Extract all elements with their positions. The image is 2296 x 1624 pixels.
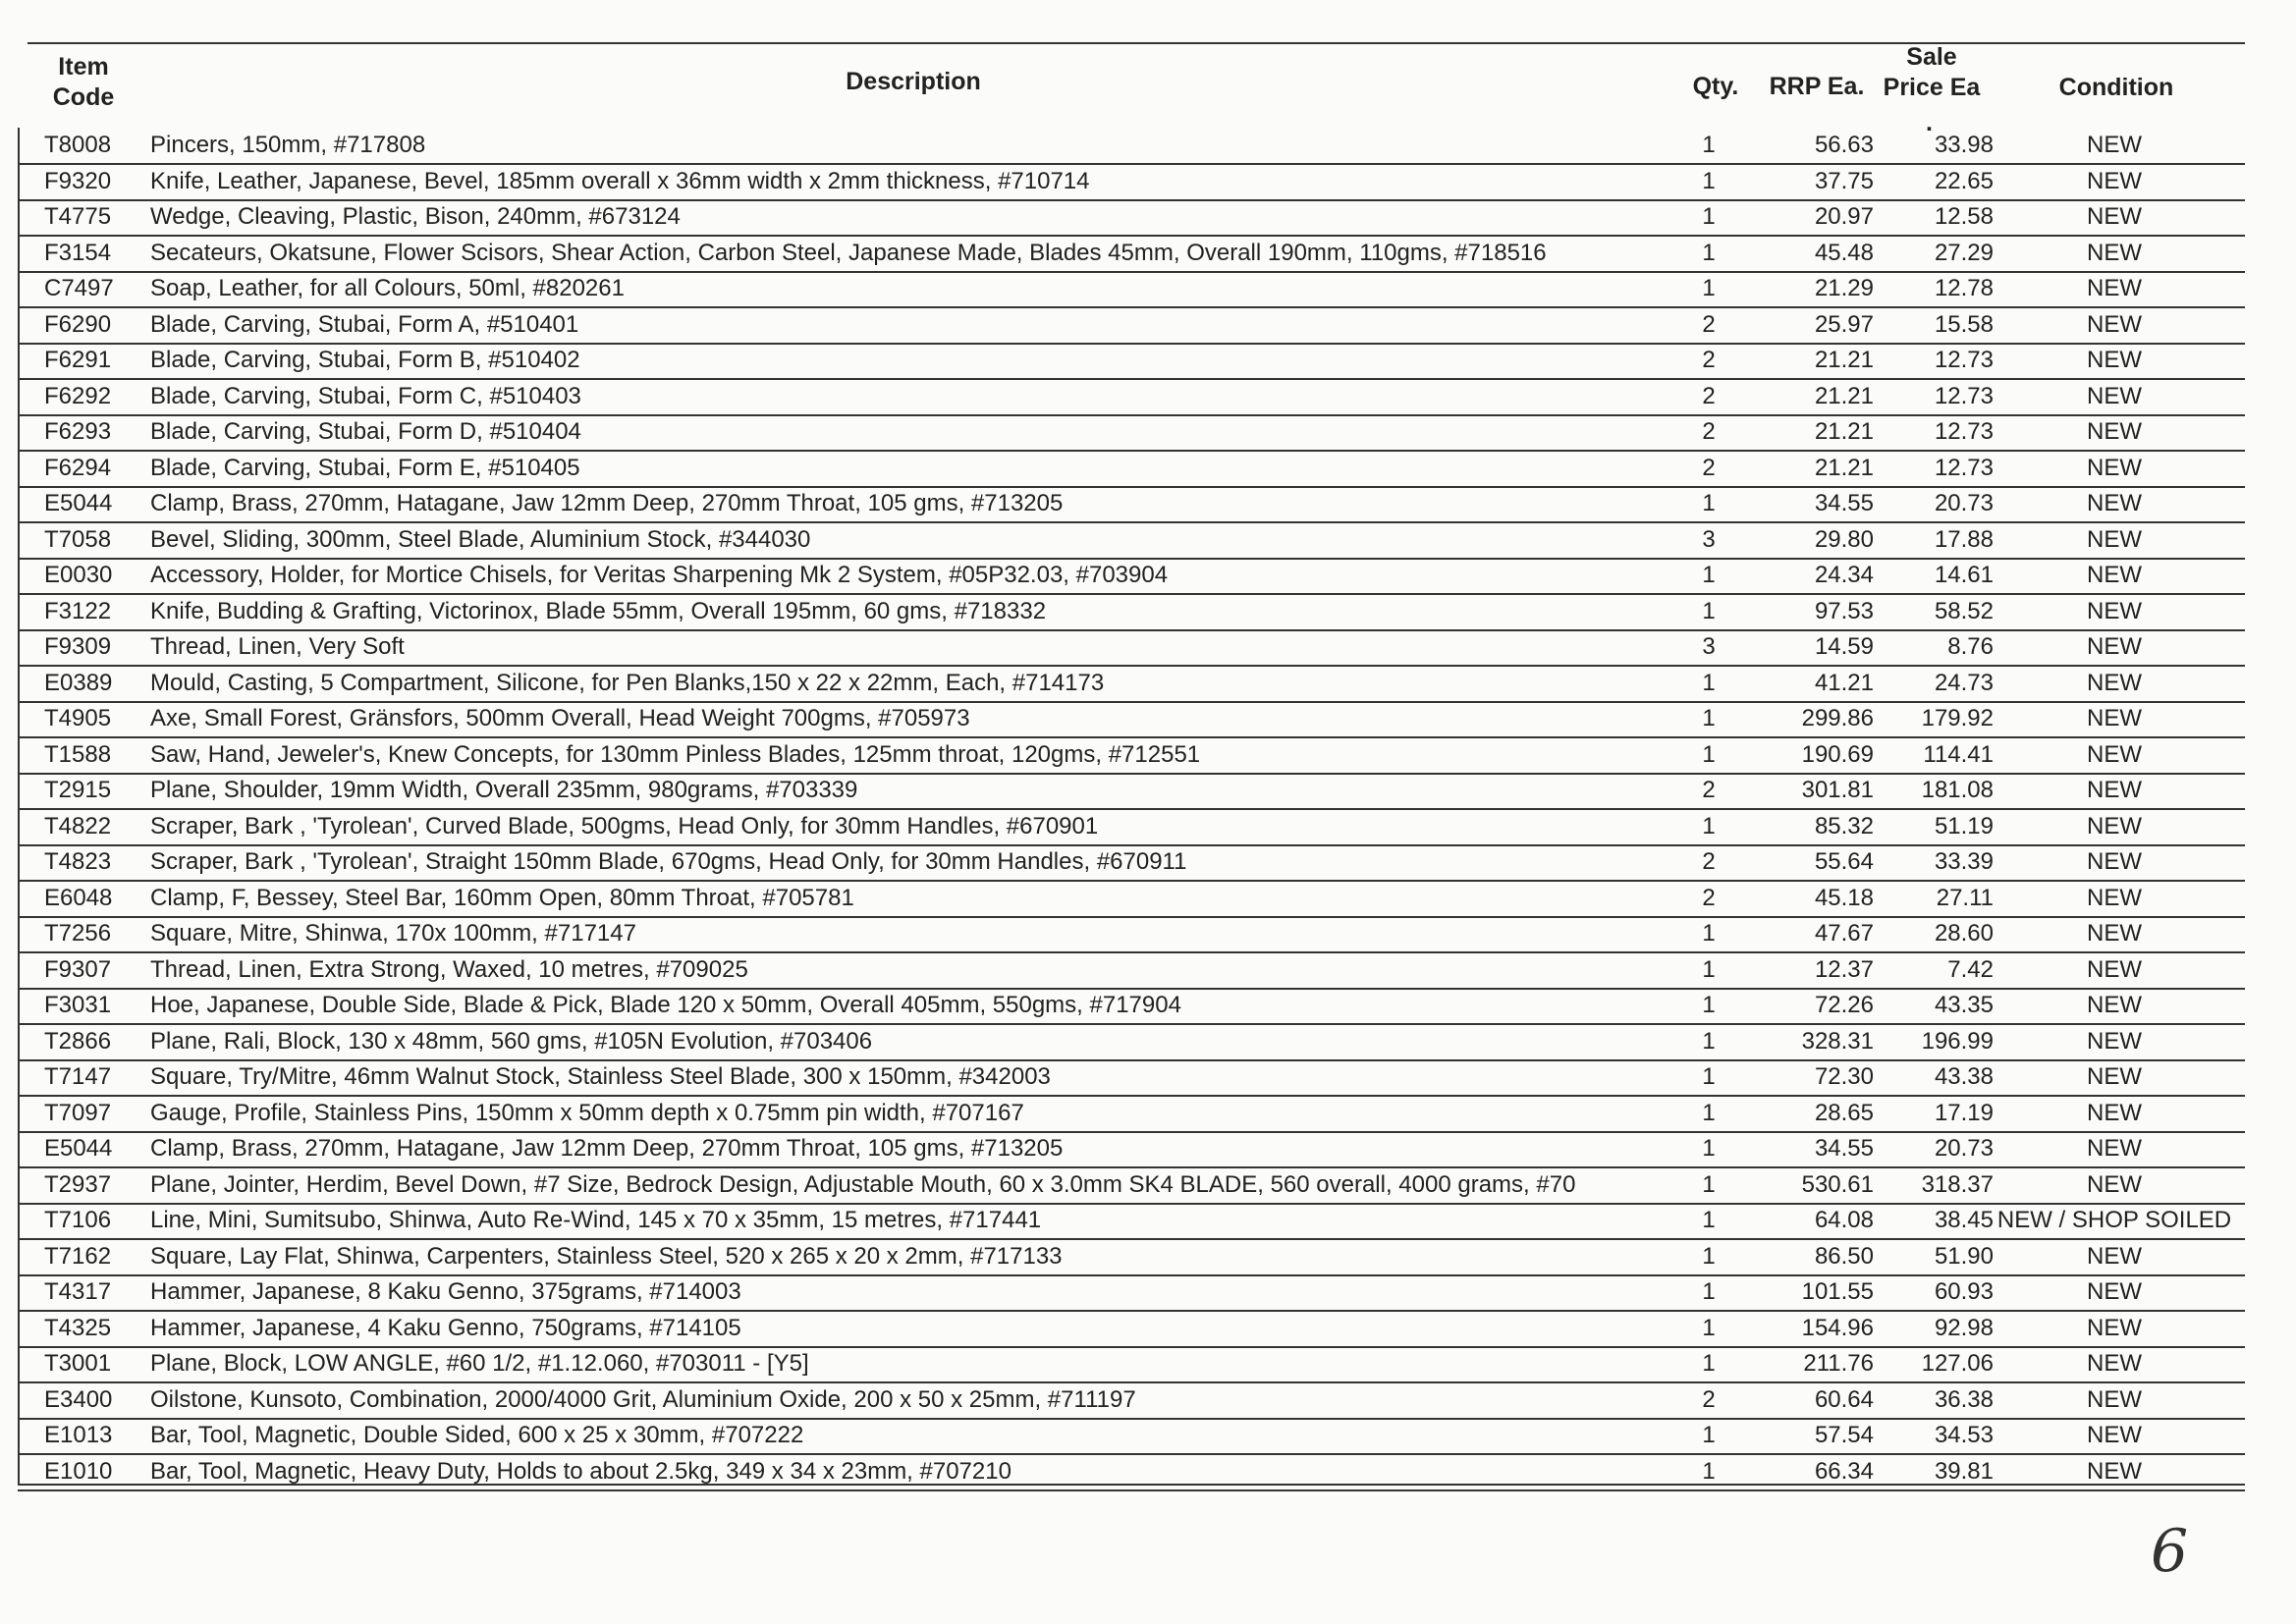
table-row — [18, 164, 2245, 201]
rrp-cell: 57.54 — [1814, 1422, 1874, 1448]
condition-cell: NEW — [2087, 992, 2142, 1018]
item-code-cell: T4775 — [44, 203, 112, 230]
condition-cell: NEW — [2087, 418, 2142, 445]
condition-cell: NEW — [2087, 920, 2142, 947]
item-code-cell: T3001 — [44, 1350, 112, 1377]
item-code-cell: E6048 — [44, 884, 113, 911]
table-row — [18, 1239, 2245, 1276]
rrp-cell: 12.37 — [1814, 955, 1874, 983]
description-cell: Square, Try/Mitre, 46mm Walnut Stock, Stainless Steel Blade, 300 x 150mm, #342003 — [150, 1063, 1051, 1090]
table-row — [18, 737, 2245, 775]
item-code-cell: E0389 — [44, 669, 113, 696]
qty-cell: 2 — [1702, 1385, 1716, 1413]
header-rrp: RRP Ea. — [1769, 73, 1865, 100]
rrp-cell: 28.65 — [1814, 1099, 1874, 1126]
description-cell: Blade, Carving, Stubai, Form E, #510405 — [150, 454, 580, 481]
condition-cell: NEW — [2087, 347, 2142, 373]
condition-cell: NEW — [2087, 1063, 2142, 1090]
rrp-cell: 21.21 — [1814, 418, 1874, 445]
rrp-cell: 29.80 — [1814, 525, 1874, 553]
description-cell: Blade, Carving, Stubai, Form A, #510401 — [150, 310, 579, 338]
description-cell: Square, Mitre, Shinwa, 170x 100mm, #717147 — [150, 920, 636, 947]
description-cell: Plane, Jointer, Herdim, Bevel Down, #7 Size, Bedrock Design, Adjustable Mouth, 60 x 3.0mm SK4 BLADE, 560 overall, 4000 grams, #70 — [150, 1170, 1576, 1198]
rrp-cell: 55.64 — [1814, 848, 1874, 875]
qty-cell: 1 — [1702, 1063, 1716, 1090]
table-row — [18, 952, 2245, 990]
qty-cell: 1 — [1702, 992, 1716, 1018]
condition-cell: NEW — [2087, 633, 2142, 660]
description-cell: Knife, Leather, Japanese, Bevel, 185mm overall x 36mm width x 2mm thickness, #710714 — [150, 167, 1090, 194]
sale-price-cell: 51.90 — [1934, 1242, 1994, 1270]
qty-cell: 2 — [1702, 418, 1716, 445]
item-code-cell: E0030 — [44, 562, 113, 588]
description-cell: Axe, Small Forest, Gränsfors, 500mm Overall, Head Weight 700gms, #705973 — [150, 705, 970, 731]
sale-price-cell: 33.39 — [1934, 848, 1994, 875]
table-row — [18, 1454, 2245, 1491]
description-cell: Gauge, Profile, Stainless Pins, 150mm x 50mm depth x 0.75mm pin width, #707167 — [150, 1099, 1024, 1126]
rrp-cell: 328.31 — [1801, 1027, 1874, 1055]
description-cell: Clamp, Brass, 270mm, Hatagane, Jaw 12mm Deep, 270mm Throat, 105 gms, #713205 — [150, 490, 1064, 516]
table-row — [18, 881, 2245, 918]
rrp-cell: 530.61 — [1801, 1170, 1874, 1198]
qty-cell: 1 — [1702, 597, 1716, 624]
qty-cell: 1 — [1702, 812, 1716, 839]
item-code-cell: F6294 — [44, 454, 112, 481]
qty-cell: 1 — [1702, 1350, 1716, 1377]
table-row — [18, 1382, 2245, 1420]
description-cell: Hoe, Japanese, Double Side, Blade & Pick, Blade 120 x 50mm, Overall 405mm, 550gms, #717904 — [150, 992, 1181, 1018]
qty-cell: 1 — [1702, 1422, 1716, 1448]
description-cell: Bar, Tool, Magnetic, Heavy Duty, Holds to about 2.5kg, 349 x 34 x 23mm, #707210 — [150, 1457, 1011, 1485]
sale-price-cell: 43.35 — [1934, 992, 1994, 1018]
description-cell: Blade, Carving, Stubai, Form D, #510404 — [150, 418, 581, 445]
description-cell: Mould, Casting, 5 Compartment, Silicone, for Pen Blanks,150 x 22 x 22mm, Each, #714173 — [150, 669, 1105, 696]
condition-cell: NEW — [2087, 1099, 2142, 1126]
rrp-cell: 301.81 — [1801, 777, 1874, 803]
item-code-cell: F9307 — [44, 955, 112, 983]
qty-cell: 2 — [1702, 848, 1716, 875]
rrp-cell: 85.32 — [1814, 812, 1874, 839]
table-row — [18, 199, 2245, 237]
header-sale-dot: . — [1926, 109, 1933, 136]
sale-price-cell: 318.37 — [1921, 1170, 1994, 1198]
condition-cell: NEW — [2087, 132, 2142, 158]
qty-cell: 2 — [1702, 777, 1716, 803]
sale-price-cell: 27.11 — [1936, 884, 1994, 911]
item-code-cell: T4317 — [44, 1278, 112, 1305]
qty-cell: 3 — [1702, 633, 1716, 660]
rrp-cell: 21.21 — [1814, 347, 1874, 373]
qty-cell: 2 — [1702, 884, 1716, 911]
description-cell: Blade, Carving, Stubai, Form C, #510403 — [150, 382, 581, 409]
rrp-cell: 21.29 — [1814, 275, 1874, 301]
description-cell: Plane, Rali, Block, 130 x 48mm, 560 gms, #105N Evolution, #703406 — [150, 1027, 873, 1055]
header-condition: Condition — [2058, 74, 2174, 101]
table-row — [18, 271, 2245, 308]
table-row — [18, 307, 2245, 345]
condition-cell: NEW — [2087, 525, 2142, 553]
item-code-cell: T8008 — [44, 132, 112, 158]
item-code-cell: E5044 — [44, 490, 113, 516]
qty-cell: 1 — [1702, 490, 1716, 516]
table-row — [18, 1167, 2245, 1205]
sale-price-cell: 12.58 — [1934, 203, 1994, 230]
rrp-cell: 34.55 — [1814, 1135, 1874, 1162]
description-cell: Plane, Shoulder, 19mm Width, Overall 235mm, 980grams, #703339 — [150, 777, 858, 803]
qty-cell: 1 — [1702, 1457, 1716, 1485]
item-code-cell: F6290 — [44, 310, 112, 338]
qty-cell: 1 — [1702, 275, 1716, 301]
item-code-cell: T2866 — [44, 1027, 112, 1055]
table-row — [18, 522, 2245, 560]
condition-cell: NEW — [2087, 310, 2142, 338]
description-cell: Bar, Tool, Magnetic, Double Sided, 600 x 25 x 30mm, #707222 — [150, 1422, 804, 1448]
header-description: Description — [846, 68, 981, 95]
qty-cell: 1 — [1702, 203, 1716, 230]
header-item-code: Item Code — [52, 53, 115, 111]
item-code-cell: C7497 — [44, 275, 114, 301]
condition-cell: NEW — [2087, 203, 2142, 230]
sale-price-cell: 8.76 — [1947, 633, 1994, 660]
rrp-cell: 45.48 — [1814, 239, 1874, 266]
rrp-cell: 211.76 — [1803, 1350, 1874, 1377]
description-cell: Hammer, Japanese, 4 Kaku Genno, 750grams, #714105 — [150, 1314, 741, 1341]
qty-cell: 2 — [1702, 310, 1716, 338]
rrp-cell: 34.55 — [1814, 490, 1874, 516]
rrp-cell: 86.50 — [1814, 1242, 1874, 1270]
sale-price-cell: 7.42 — [1947, 955, 1994, 983]
qty-cell: 1 — [1702, 1278, 1716, 1305]
qty-cell: 2 — [1702, 347, 1716, 373]
condition-cell: NEW — [2087, 562, 2142, 588]
qty-cell: 3 — [1702, 525, 1716, 553]
item-code-cell: E1010 — [44, 1457, 113, 1485]
header-sale-price: Sale Price Ea — [1883, 43, 1981, 101]
condition-cell: NEW — [2087, 1135, 2142, 1162]
rrp-cell: 64.08 — [1814, 1207, 1874, 1233]
condition-cell: NEW / SHOP SOILED — [1996, 1207, 2232, 1233]
description-cell: Oilstone, Kunsoto, Combination, 2000/4000 Grit, Aluminium Oxide, 200 x 50 x 25mm, #711197 — [150, 1385, 1136, 1413]
item-code-cell: E3400 — [44, 1385, 113, 1413]
description-cell: Clamp, F, Bessey, Steel Bar, 160mm Open, 80mm Throat, #705781 — [150, 884, 854, 911]
rrp-cell: 25.97 — [1814, 310, 1874, 338]
rrp-cell: 190.69 — [1801, 740, 1874, 768]
item-code-cell: F3031 — [44, 992, 112, 1018]
qty-cell: 1 — [1702, 1099, 1716, 1126]
sale-price-cell: 127.06 — [1921, 1350, 1994, 1377]
table-row — [18, 128, 2245, 165]
qty-cell: 1 — [1702, 1314, 1716, 1341]
item-code-cell: E5044 — [44, 1135, 113, 1162]
item-code-cell: T7147 — [44, 1063, 112, 1090]
table-row — [18, 414, 2245, 452]
table-row — [18, 1346, 2245, 1383]
qty-cell: 1 — [1702, 167, 1716, 194]
sale-price-cell: 43.38 — [1934, 1063, 1994, 1090]
table-row — [18, 988, 2245, 1025]
description-cell: Hammer, Japanese, 8 Kaku Genno, 375grams, #714003 — [150, 1278, 741, 1305]
table-row — [18, 1418, 2245, 1455]
condition-cell: NEW — [2087, 1242, 2142, 1270]
qty-cell: 1 — [1702, 1135, 1716, 1162]
rrp-cell: 72.30 — [1814, 1063, 1874, 1090]
item-code-cell: T7097 — [44, 1099, 112, 1126]
sale-price-cell: 34.53 — [1934, 1422, 1994, 1448]
item-code-cell: T7162 — [44, 1242, 112, 1270]
condition-cell: NEW — [2087, 490, 2142, 516]
rrp-cell: 21.21 — [1814, 454, 1874, 481]
table-row — [18, 343, 2245, 380]
condition-cell: NEW — [2087, 1278, 2142, 1305]
description-cell: Square, Lay Flat, Shinwa, Carpenters, Stainless Steel, 520 x 265 x 20 x 2mm, #717133 — [150, 1242, 1063, 1270]
rrp-cell: 97.53 — [1814, 597, 1874, 624]
condition-cell: NEW — [2087, 1385, 2142, 1413]
condition-cell: NEW — [2087, 1314, 2142, 1341]
description-cell: Saw, Hand, Jeweler's, Knew Concepts, for 130mm Pinless Blades, 125mm throat, 120gms, #712551 — [150, 740, 1201, 768]
qty-cell: 1 — [1702, 955, 1716, 983]
sale-price-cell: 12.78 — [1934, 275, 1994, 301]
item-code-cell: T7058 — [44, 525, 112, 553]
table-row — [18, 916, 2245, 953]
table-row — [18, 1059, 2245, 1097]
condition-cell: NEW — [2087, 884, 2142, 911]
sale-price-cell: 39.81 — [1934, 1457, 1994, 1485]
sale-price-cell: 12.73 — [1934, 454, 1994, 481]
rrp-cell: 299.86 — [1801, 705, 1874, 731]
table-row — [18, 629, 2245, 667]
rrp-cell: 41.21 — [1814, 669, 1874, 696]
sale-price-cell: 58.52 — [1934, 597, 1994, 624]
item-code-cell: E1013 — [44, 1422, 113, 1448]
item-code-cell: T4905 — [44, 705, 112, 731]
description-cell: Secateurs, Okatsune, Flower Scisors, Shear Action, Carbon Steel, Japanese Made, Blades 45mm, Overall 190mm, 110gms, #718516 — [150, 239, 1547, 266]
sale-price-cell: 17.19 — [1934, 1099, 1994, 1126]
qty-cell: 1 — [1702, 920, 1716, 947]
description-cell: Bevel, Sliding, 300mm, Steel Blade, Aluminium Stock, #344030 — [150, 525, 811, 553]
item-code-cell: T7106 — [44, 1207, 112, 1233]
qty-cell: 1 — [1702, 1170, 1716, 1198]
table-row — [18, 379, 2245, 416]
description-cell: Plane, Block, LOW ANGLE, #60 1/2, #1.12.060, #703011 - [Y5] — [150, 1350, 809, 1377]
qty-cell: 1 — [1702, 132, 1716, 158]
qty-cell: 2 — [1702, 382, 1716, 409]
description-cell: Blade, Carving, Stubai, Form B, #510402 — [150, 347, 580, 373]
sale-price-cell: 12.73 — [1934, 382, 1994, 409]
rrp-cell: 154.96 — [1801, 1314, 1874, 1341]
condition-cell: NEW — [2087, 1170, 2142, 1198]
condition-cell: NEW — [2087, 1422, 2142, 1448]
condition-cell: NEW — [2087, 454, 2142, 481]
table-row — [18, 236, 2245, 273]
sale-price-cell: 51.19 — [1934, 812, 1994, 839]
table-row — [18, 1096, 2245, 1133]
sale-price-cell: 27.29 — [1934, 239, 1994, 266]
description-cell: Thread, Linen, Very Soft — [150, 633, 405, 660]
sale-price-cell: 38.45 — [1934, 1207, 1994, 1233]
condition-cell: NEW — [2087, 382, 2142, 409]
sale-price-cell: 92.98 — [1934, 1314, 1994, 1341]
qty-cell: 1 — [1702, 1242, 1716, 1270]
description-cell: Knife, Budding & Grafting, Victorinox, Blade 55mm, Overall 195mm, 60 gms, #718332 — [150, 597, 1047, 624]
description-cell: Thread, Linen, Extra Strong, Waxed, 10 metres, #709025 — [150, 955, 748, 983]
sale-price-cell: 20.73 — [1934, 490, 1994, 516]
rrp-cell: 14.59 — [1814, 633, 1874, 660]
sale-price-cell: 22.65 — [1934, 167, 1994, 194]
item-code-cell: T4822 — [44, 812, 112, 839]
rrp-cell: 37.75 — [1814, 167, 1874, 194]
qty-cell: 1 — [1702, 669, 1716, 696]
qty-cell: 1 — [1702, 1207, 1716, 1233]
item-code-cell: T4823 — [44, 848, 112, 875]
condition-cell: NEW — [2087, 275, 2142, 301]
sale-price-cell: 28.60 — [1934, 920, 1994, 947]
header-qty: Qty. — [1692, 73, 1739, 100]
table-row — [18, 1024, 2245, 1061]
item-code-cell: F9309 — [44, 633, 112, 660]
rrp-cell: 20.97 — [1814, 203, 1874, 230]
table-row — [18, 1131, 2245, 1168]
qty-cell: 1 — [1702, 705, 1716, 731]
rrp-cell: 60.64 — [1814, 1385, 1874, 1413]
sale-price-cell: 12.73 — [1934, 347, 1994, 373]
sale-price-cell: 15.58 — [1934, 310, 1994, 338]
qty-cell: 1 — [1702, 239, 1716, 266]
qty-cell: 1 — [1702, 1027, 1716, 1055]
condition-cell: NEW — [2087, 812, 2142, 839]
description-cell: Soap, Leather, for all Colours, 50ml, #820261 — [150, 275, 625, 301]
condition-cell: NEW — [2087, 669, 2142, 696]
sale-price-cell: 114.41 — [1923, 740, 1994, 768]
rrp-cell: 72.26 — [1814, 992, 1874, 1018]
table-row — [18, 666, 2245, 703]
condition-cell: NEW — [2087, 1457, 2142, 1485]
item-code-cell: F6291 — [44, 347, 112, 373]
item-code-cell: T7256 — [44, 920, 112, 947]
condition-cell: NEW — [2087, 597, 2142, 624]
condition-cell: NEW — [2087, 955, 2142, 983]
rrp-cell: 24.34 — [1814, 562, 1874, 588]
condition-cell: NEW — [2087, 1350, 2142, 1377]
sale-price-cell: 24.73 — [1934, 669, 1994, 696]
description-cell: Line, Mini, Sumitsubo, Shinwa, Auto Re-Wind, 145 x 70 x 35mm, 15 metres, #717441 — [150, 1207, 1042, 1233]
condition-cell: NEW — [2087, 705, 2142, 731]
rrp-cell: 45.18 — [1814, 884, 1874, 911]
description-cell: Scraper, Bark , 'Tyrolean', Straight 150mm Blade, 670gms, Head Only, for 30mm Handles, #670911 — [150, 848, 1187, 875]
sale-price-cell: 20.73 — [1934, 1135, 1994, 1162]
table-row — [18, 809, 2245, 846]
table-row — [18, 773, 2245, 810]
condition-cell: NEW — [2087, 1027, 2142, 1055]
item-code-cell: F6293 — [44, 418, 112, 445]
rrp-cell: 66.34 — [1814, 1457, 1874, 1485]
rrp-cell: 21.21 — [1814, 382, 1874, 409]
description-cell: Clamp, Brass, 270mm, Hatagane, Jaw 12mm Deep, 270mm Throat, 105 gms, #713205 — [150, 1135, 1064, 1162]
sale-price-cell: 60.93 — [1934, 1278, 1994, 1305]
item-code-cell: T2937 — [44, 1170, 112, 1198]
item-code-cell: F3154 — [44, 239, 112, 266]
sale-price-cell: 33.98 — [1934, 132, 1994, 158]
sale-price-cell: 196.99 — [1921, 1027, 1994, 1055]
item-code-cell: F6292 — [44, 382, 112, 409]
table-row — [18, 451, 2245, 488]
description-cell: Accessory, Holder, for Mortice Chisels, for Veritas Sharpening Mk 2 System, #05P32.03, #703904 — [150, 562, 1169, 588]
item-code-cell: T2915 — [44, 777, 112, 803]
item-code-cell: F3122 — [44, 597, 112, 624]
table-row — [18, 701, 2245, 738]
item-code-cell: T1588 — [44, 740, 112, 768]
condition-cell: NEW — [2087, 167, 2142, 194]
table-row — [18, 486, 2245, 523]
item-code-cell: T4325 — [44, 1314, 112, 1341]
sale-price-cell: 36.38 — [1934, 1385, 1994, 1413]
sale-price-cell: 14.61 — [1934, 562, 1994, 588]
table-row — [18, 558, 2245, 595]
sale-price-cell: 12.73 — [1934, 418, 1994, 445]
condition-cell: NEW — [2087, 239, 2142, 266]
rrp-cell: 101.55 — [1801, 1278, 1874, 1305]
table-row — [18, 844, 2245, 882]
table-row — [18, 1311, 2245, 1348]
table-row — [18, 1203, 2245, 1240]
description-cell: Pincers, 150mm, #717808 — [150, 132, 426, 158]
condition-cell: NEW — [2087, 848, 2142, 875]
sale-price-cell: 17.88 — [1934, 525, 1994, 553]
rrp-cell: 47.67 — [1814, 920, 1874, 947]
rrp-cell: 56.63 — [1814, 132, 1874, 158]
qty-cell: 1 — [1702, 740, 1716, 768]
condition-cell: NEW — [2087, 740, 2142, 768]
table-row — [18, 594, 2245, 631]
description-cell: Wedge, Cleaving, Plastic, Bison, 240mm, #673124 — [150, 203, 681, 230]
condition-cell: NEW — [2087, 777, 2142, 803]
handwritten-page-number: 6 — [2151, 1517, 2189, 1586]
item-code-cell: F9320 — [44, 167, 112, 194]
table-row — [18, 1274, 2245, 1312]
sale-price-cell: 181.08 — [1921, 777, 1994, 803]
description-cell: Scraper, Bark , 'Tyrolean', Curved Blade, 500gms, Head Only, for 30mm Handles, #670901 — [150, 812, 1099, 839]
sale-price-cell: 179.92 — [1921, 705, 1994, 731]
qty-cell: 2 — [1702, 454, 1716, 481]
qty-cell: 1 — [1702, 562, 1716, 588]
